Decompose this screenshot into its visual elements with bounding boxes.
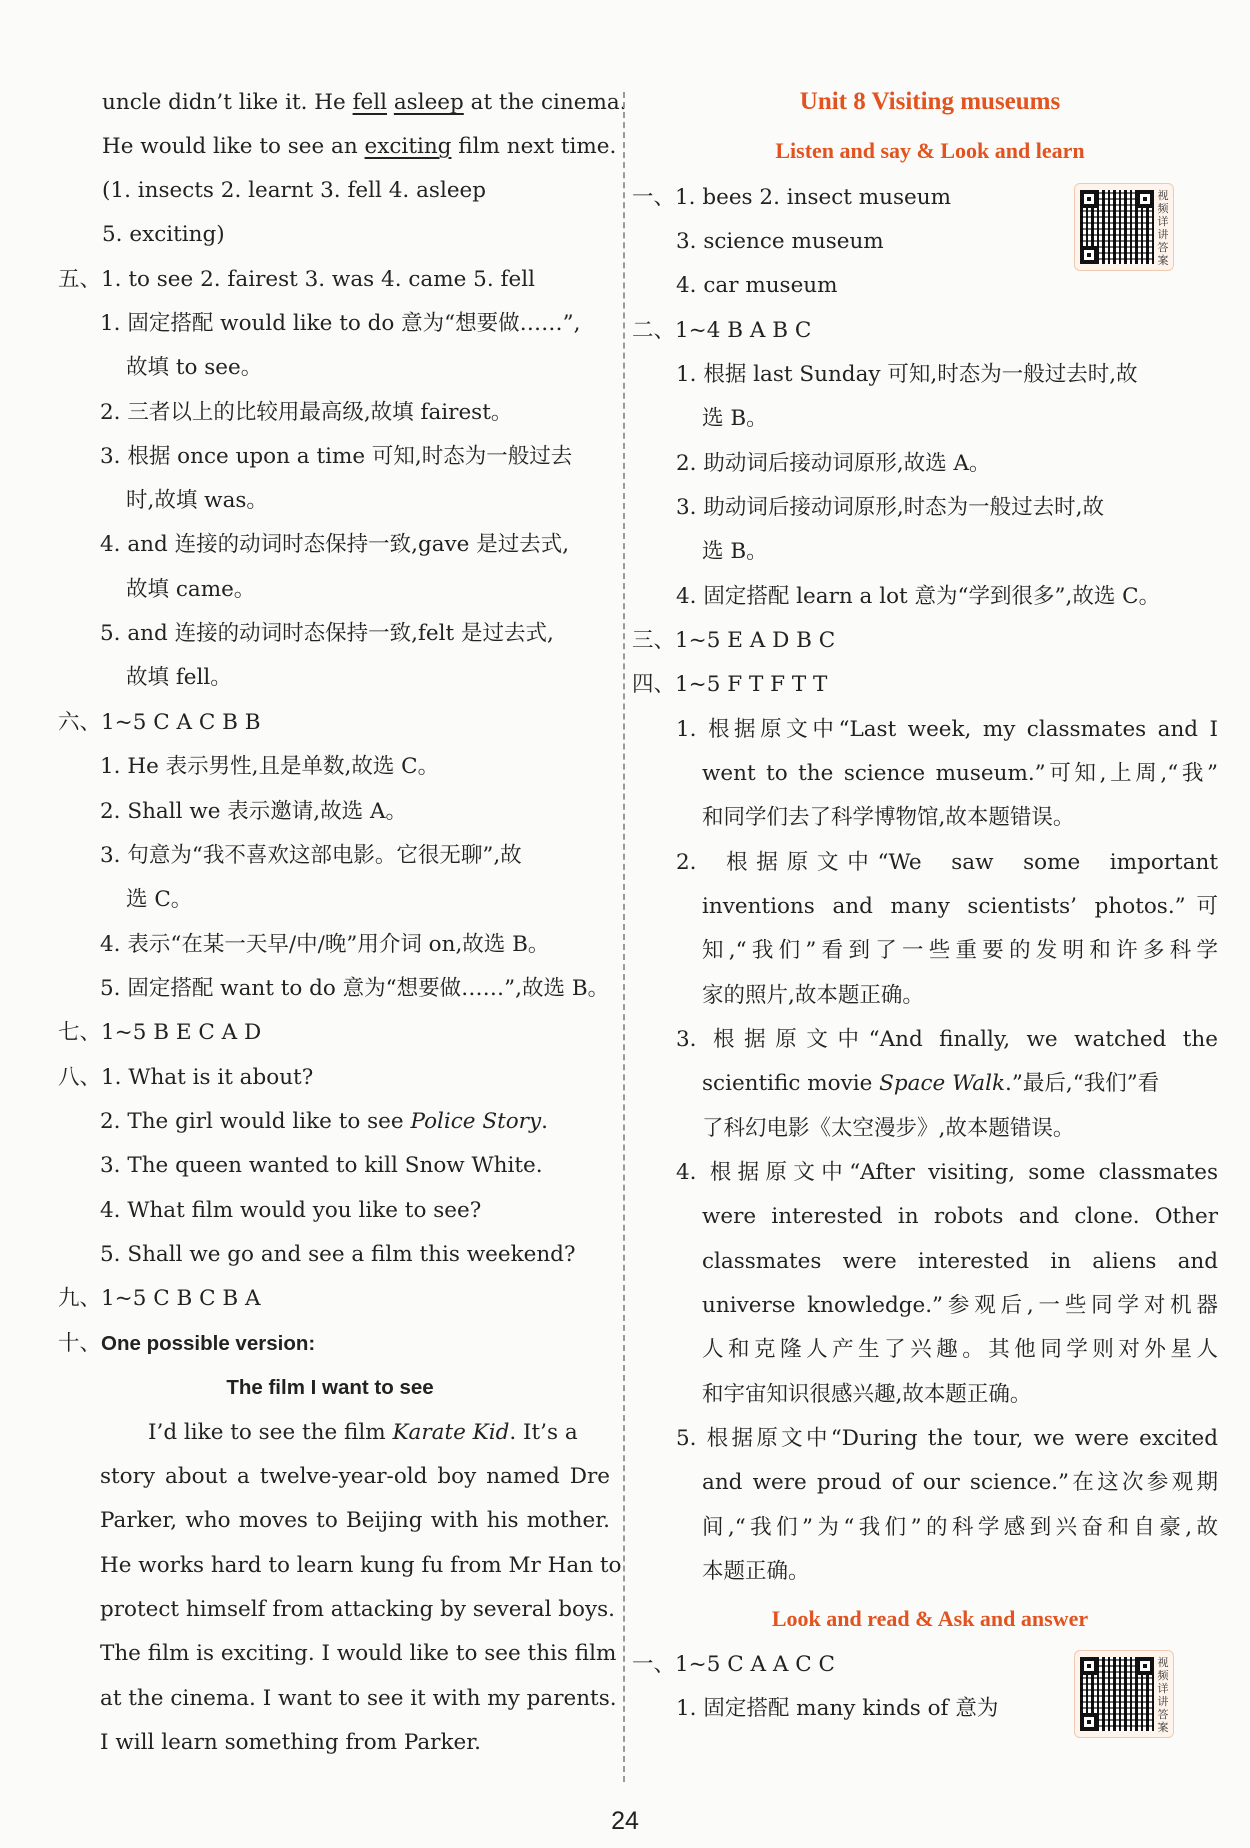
essay-line-6: The film is exciting. I would like to see this film xyxy=(100,1641,617,1666)
sample-version-label: One possible version: xyxy=(101,1332,316,1355)
unit8-part4-explanation-3b xyxy=(702,1069,1159,1099)
essay-film-title: Karate Kid xyxy=(392,1420,510,1445)
qr-finder xyxy=(1080,1713,1098,1731)
section-eight-answer-1: 八、1. What is it about? xyxy=(58,1065,314,1090)
unit8-read-part1-explanation-1: 1. 固定搭配 many kinds of 意为 xyxy=(676,1696,999,1721)
unit8-part1-answers: 一、1. bees 2. insect museum xyxy=(632,185,951,210)
passage-text xyxy=(387,90,394,115)
unit8-part4-explanation-2c: 知,“我们”看到了一些重要的发明和许多科学 xyxy=(702,938,1218,963)
qr-label: 视频详讲答案 xyxy=(1157,1656,1169,1734)
section-five-explanation-4a: 4. and 连接的动词时态保持一致,gave 是过去式, xyxy=(100,532,570,557)
unit8-part4-explanation-5a: 5. 根据原文中“During the tour, we were excited xyxy=(676,1426,1218,1451)
passage-line-1 xyxy=(102,88,627,118)
unit8-part4-explanation-3c: 了科幻电影《太空漫步》,故本题错误。 xyxy=(702,1116,1075,1141)
section-eight-answer-3: 3. The queen wanted to kill Snow White. xyxy=(100,1153,543,1178)
section-six-explanation-1: 1. He 表示男性,且是单数,故选 C。 xyxy=(100,754,440,779)
section-five-answers: 五、1. to see 2. fairest 3. was 4. came 5. fell xyxy=(58,267,535,292)
unit8-part4-explanation-4a: 4. 根据原文中“After visiting, some classmates xyxy=(676,1160,1218,1185)
underlined-answer-word: asleep xyxy=(393,90,464,115)
qr-label: 视频详讲答案 xyxy=(1157,189,1169,267)
section-six-explanation-4: 4. 表示“在某一天早/中/晚”用介词 on,故选 B。 xyxy=(100,932,550,957)
unit8-part2-explanation-3a: 3. 助动词后接动词原形,时态为一般过去时,故 xyxy=(676,495,1105,520)
section-seven-answers: 七、1~5 B E C A D xyxy=(58,1020,262,1045)
section-five-explanation-5a: 5. and 连接的动词时态保持一致,felt 是过去式, xyxy=(100,621,554,646)
movie-title: Space Walk xyxy=(879,1071,1006,1096)
passage-line-4: 5. exciting) xyxy=(102,222,225,247)
essay-text: I’d like to see the film xyxy=(148,1420,393,1445)
unit8-part2-explanation-3b: 选 B。 xyxy=(702,539,768,564)
unit8-read-part1-answers: 一、1~5 C A A C C xyxy=(632,1652,835,1677)
unit8-part4-explanation-4b: were interested in robots and clone. Other xyxy=(702,1204,1218,1229)
explanation-text: scientific movie xyxy=(702,1071,880,1096)
section-ten-label: 十、 xyxy=(58,1331,102,1356)
section-six-explanation-3a: 3. 句意为“我不喜欢这部电影。它很无聊”,故 xyxy=(100,843,522,868)
passage-text: film next time. xyxy=(451,134,617,159)
column-divider xyxy=(623,92,625,1782)
film-title: Police Story xyxy=(410,1109,542,1134)
section-eight-answer-5: 5. Shall we go and see a film this weekend? xyxy=(100,1242,576,1267)
unit8-part4-explanation-5d: 本题正确。 xyxy=(702,1559,810,1584)
unit8-part4-explanation-2a: 2. 根据原文中“We saw some important xyxy=(676,850,1218,875)
unit8-part1-answer-3: 3. science museum xyxy=(676,229,884,254)
unit8-part4-explanation-5c: 间,“我们”为“我们”的科学感到兴奋和自豪,故 xyxy=(702,1515,1218,1540)
qr-code-icon[interactable] xyxy=(1074,183,1174,271)
underlined-answer-word: fell xyxy=(352,90,387,115)
passage-line-3: (1. insects 2. learnt 3. fell 4. asleep xyxy=(102,178,487,203)
section-ten-heading xyxy=(58,1329,315,1359)
unit-title: Unit 8 Visiting museums xyxy=(799,88,1061,115)
unit8-part4-explanation-4f: 和宇宙知识很感兴趣,故本题正确。 xyxy=(702,1382,1032,1407)
unit8-part4-explanation-4c: classmates were interested in aliens and xyxy=(702,1249,1218,1274)
section-five-explanation-5b: 故填 fell。 xyxy=(126,665,232,690)
passage-text: at the cinema. xyxy=(463,90,627,115)
section-five-explanation-3a: 3. 根据 once upon a time 可知,时态为一般过去 xyxy=(100,444,573,469)
unit8-part4-explanation-3a: 3. 根据原文中“And finally, we watched the xyxy=(676,1027,1218,1052)
essay-line-1 xyxy=(148,1418,610,1448)
section-six-explanation-3b: 选 C。 xyxy=(126,887,193,912)
passage-text: He would like to see an xyxy=(102,134,365,159)
essay-line-8: I will learn something from Parker. xyxy=(100,1730,481,1755)
section-eight-answer-4: 4. What film would you like to see? xyxy=(100,1198,482,1223)
unit8-part2-explanation-2: 2. 助动词后接动词原形,故选 A。 xyxy=(676,451,991,476)
unit8-part4-answers: 四、1~5 F T F T T xyxy=(632,672,828,697)
section-eight-answer-2 xyxy=(100,1107,548,1137)
passage-text: uncle didn’t like it. He xyxy=(102,90,353,115)
page-number: 24 xyxy=(611,1807,639,1835)
unit8-part4-explanation-1c: 和同学们去了科学博物馆,故本题错误。 xyxy=(702,805,1075,830)
passage-line-2 xyxy=(102,132,616,162)
qr-finder xyxy=(1080,1657,1098,1675)
qr-finder xyxy=(1080,246,1098,264)
sentence-end: . xyxy=(541,1109,548,1134)
essay-line-7: at the cinema. I want to see it with my parents. xyxy=(100,1686,617,1711)
essay-line-3: Parker, who moves to Beijing with his mother. xyxy=(100,1508,610,1533)
unit8-part4-explanation-4d: universe knowledge.”参观后,一些同学对机器 xyxy=(702,1293,1218,1318)
sentence-text: 2. The girl would like to see xyxy=(100,1109,411,1134)
explanation-text: .”最后,“我们”看 xyxy=(1005,1071,1160,1096)
unit8-part2-explanation-1a: 1. 根据 last Sunday 可知,时态为一般过去时,故 xyxy=(676,362,1138,387)
unit8-part4-explanation-1a: 1. 根据原文中“Last week, my classmates and I xyxy=(676,717,1218,742)
underlined-answer-word: exciting xyxy=(364,134,452,159)
section-five-explanation-1a: 1. 固定搭配 would like to do 意为“想要做……”, xyxy=(100,311,581,336)
unit8-part1-answer-4: 4. car museum xyxy=(676,273,838,298)
essay-text: . It’s a xyxy=(509,1420,578,1445)
essay-line-2: story about a twelve-year-old boy named Dre xyxy=(100,1464,610,1489)
essay-line-5: protect himself from attacking by several boys. xyxy=(100,1597,616,1622)
section-six-explanation-2: 2. Shall we 表示邀请,故选 A。 xyxy=(100,799,407,824)
unit8-part2-explanation-4: 4. 固定搭配 learn a lot 意为“学到很多”,故选 C。 xyxy=(676,584,1161,609)
section-nine-answers: 九、1~5 C B C B A xyxy=(58,1286,261,1311)
unit8-part2-explanation-1b: 选 B。 xyxy=(702,406,768,431)
unit8-part2-answers: 二、1~4 B A B C xyxy=(632,318,812,343)
qr-code-icon[interactable] xyxy=(1074,1650,1174,1738)
unit8-part3-answers: 三、1~5 E A D B C xyxy=(632,628,836,653)
section-five-explanation-4b: 故填 came。 xyxy=(126,577,256,602)
section-six-answers: 六、1~5 C A C B B xyxy=(58,710,261,735)
unit8-part4-explanation-2d: 家的照片,故本题正确。 xyxy=(702,983,924,1008)
unit8-part4-explanation-1b: went to the science museum.”可知,上周,“我” xyxy=(702,761,1218,786)
section-five-explanation-1b: 故填 to see。 xyxy=(126,355,263,380)
essay-title: The film I want to see xyxy=(226,1376,434,1399)
qr-finder xyxy=(1136,190,1154,208)
essay-line-4: He works hard to learn kung fu from Mr Han to xyxy=(100,1553,622,1578)
unit8-part4-explanation-4e: 人和克隆人产生了兴趣。其他同学则对外星人 xyxy=(702,1337,1218,1362)
qr-finder xyxy=(1136,1657,1154,1675)
unit8-part4-explanation-2b: inventions and many scientists’ photos.”可 xyxy=(702,894,1218,919)
section-heading-look-and-read: Look and read & Ask and answer xyxy=(771,1606,1089,1631)
section-heading-listen-and-say: Listen and say & Look and learn xyxy=(775,138,1085,163)
unit8-part4-explanation-5b: and were proud of our science.”在这次参观期 xyxy=(702,1470,1218,1495)
section-five-explanation-2: 2. 三者以上的比较用最高级,故填 fairest。 xyxy=(100,400,513,425)
section-five-explanation-3b: 时,故填 was。 xyxy=(126,488,268,513)
qr-finder xyxy=(1080,190,1098,208)
section-six-explanation-5: 5. 固定搭配 want to do 意为“想要做……”,故选 B。 xyxy=(100,976,610,1001)
